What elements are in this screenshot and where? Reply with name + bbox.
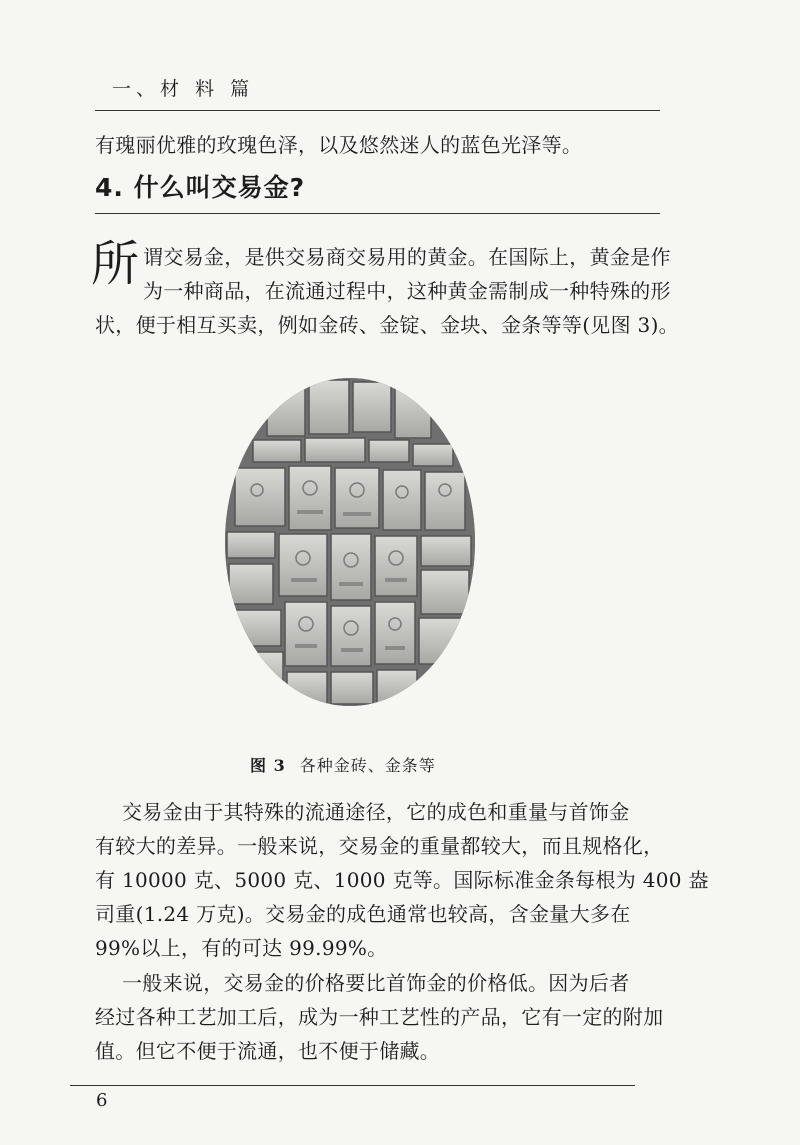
intro-line-2: 为一种商品，在流通过程中，这种黄金需制成一种特殊的形 — [143, 279, 671, 303]
paragraph-2-line-1: 一般来说，交易金的价格要比首饰金的价格低。因为后者 — [122, 971, 630, 995]
intro-line-1: 谓交易金，是供交易商交易用的黄金。在国际上，黄金是作 — [143, 245, 671, 269]
running-head: 一、材 料 篇 — [112, 78, 255, 100]
paragraph-1-line-3: 有 10000 克、5000 克、1000 克等。国际标准金条每根为 400 盎 — [95, 868, 709, 892]
paragraph-1-line-4: 司重(1.24 万克)。交易金的成色通常也较高，含金量大多在 — [95, 902, 631, 926]
gold-bars-photo — [225, 378, 475, 706]
page-number: 6 — [96, 1090, 108, 1111]
paragraph-2-line-2: 经过各种工艺加工后，成为一种工艺性的产品，它有一定的附加 — [95, 1005, 664, 1029]
section-title: 4. 什么叫交易金? — [95, 173, 306, 202]
continuation-line: 有瑰丽优雅的玫瑰色泽，以及悠然迷人的蓝色光泽等。 — [95, 133, 583, 157]
paragraph-1-line-5: 99%以上，有的可达 99.99%。 — [95, 936, 388, 960]
figure-label: 图 3 — [250, 756, 286, 775]
section-title-rule — [95, 213, 660, 214]
paragraph-1-line-1: 交易金由于其特殊的流通途径，它的成色和重量与首饰金 — [122, 800, 630, 824]
footer-rule — [70, 1085, 635, 1086]
paragraph-1-line-2: 有较大的差异。一般来说，交易金的重量都较大，而且规格化， — [95, 834, 664, 858]
figure-caption — [250, 753, 436, 776]
intro-line-3: 状，便于相互买卖，例如金砖、金锭、金块、金条等等(见图 3)。 — [95, 313, 679, 337]
figure-caption-text: 各种金砖、金条等 — [299, 756, 436, 775]
header-rule — [95, 110, 660, 111]
drop-cap: 所 — [91, 236, 140, 292]
paragraph-2-line-3: 值。但它不便于流通，也不便于储藏。 — [95, 1039, 441, 1063]
